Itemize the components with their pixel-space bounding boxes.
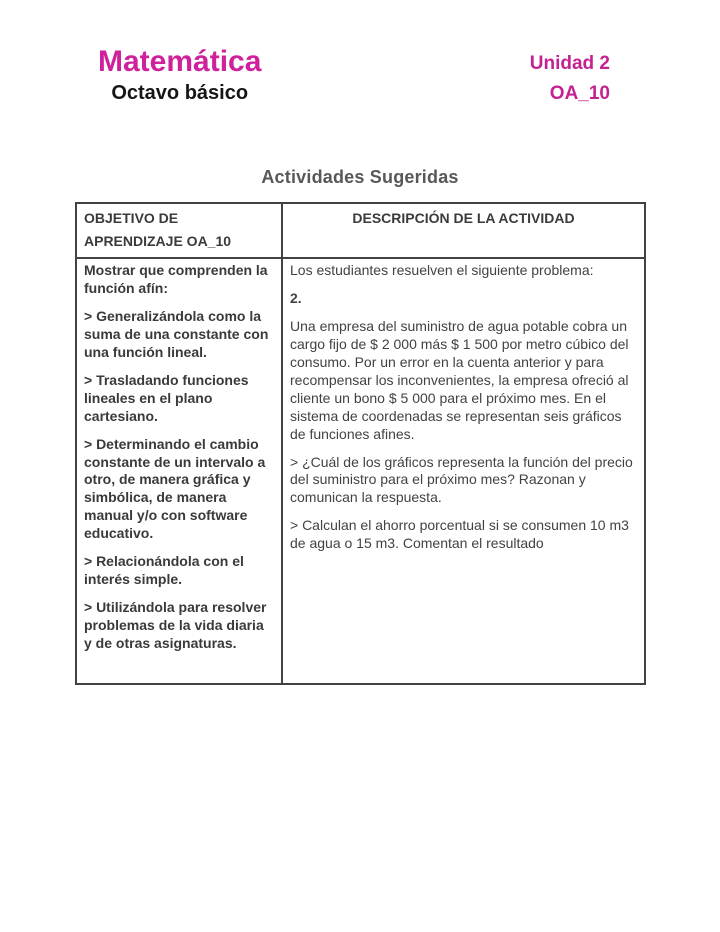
objective-bullet-3: > Determinando el cambio constante de un intervalo a otro, de manera gráfica y simbólica, de manera manual y/o con software educativo. <box>84 435 266 542</box>
objective-intro: Mostrar que comprenden la función afín: <box>84 262 268 297</box>
column-header-objective: OBJETIVO DE APRENDIZAJE OA_10 <box>76 203 282 258</box>
oa-code: OA_10 <box>549 83 610 105</box>
grade-subtitle: Octavo básico <box>111 82 249 104</box>
header-left-block <box>98 44 261 105</box>
section-title: Actividades Sugeridas <box>261 167 459 188</box>
activity-number: 2. <box>290 290 302 307</box>
column-header-activity: DESCRIPCIÓN DE LA ACTIVIDAD <box>282 203 645 258</box>
activity-bullet-2: > Calculan el ahorro porcentual si se consumen 10 m3 de agua o 15 m3. Comentan el resultado <box>290 517 629 552</box>
unit-label: Unidad 2 <box>529 53 610 74</box>
table-body-row <box>76 258 645 684</box>
header-right-block <box>530 44 610 109</box>
activity-bullet-1: > ¿Cuál de los gráficos representa la función del precio del suministro para el próximo mes? Razonan y comunican la respuesta. <box>290 453 633 506</box>
objective-bullet-2: > Trasladando funciones lineales en el plano cartesiano. <box>84 371 249 424</box>
activity-cell <box>282 258 645 684</box>
objective-bullet-1: > Generalizándola como la suma de una constante con una función lineal. <box>84 308 269 360</box>
activity-intro: Los estudiantes resuelven el siguiente problema: <box>290 262 594 279</box>
objective-bullet-4: > Relacionándola con el interés simple. <box>84 553 244 587</box>
objective-cell <box>76 258 282 684</box>
objective-bullet-5: > Utilizándola para resolver problemas de la vida diaria y de otras asignaturas. <box>84 598 267 651</box>
table-header-row <box>76 203 645 258</box>
activity-problem: Una empresa del suministro de agua potable cobra un cargo fijo de $ 2 000 más $ 1 500 por metro cúbico del consumo. Por un error en la cuenta anterior y para recompensar los inconvenientes, la empresa ofreció al cliente un bono $ 5 000 para el próximo mes. En el sistema de coordenadas se representan seis gráficos de funciones afines. <box>290 318 629 442</box>
activities-table <box>75 202 646 685</box>
course-title: Matemática <box>98 45 262 78</box>
page-header <box>0 0 720 109</box>
